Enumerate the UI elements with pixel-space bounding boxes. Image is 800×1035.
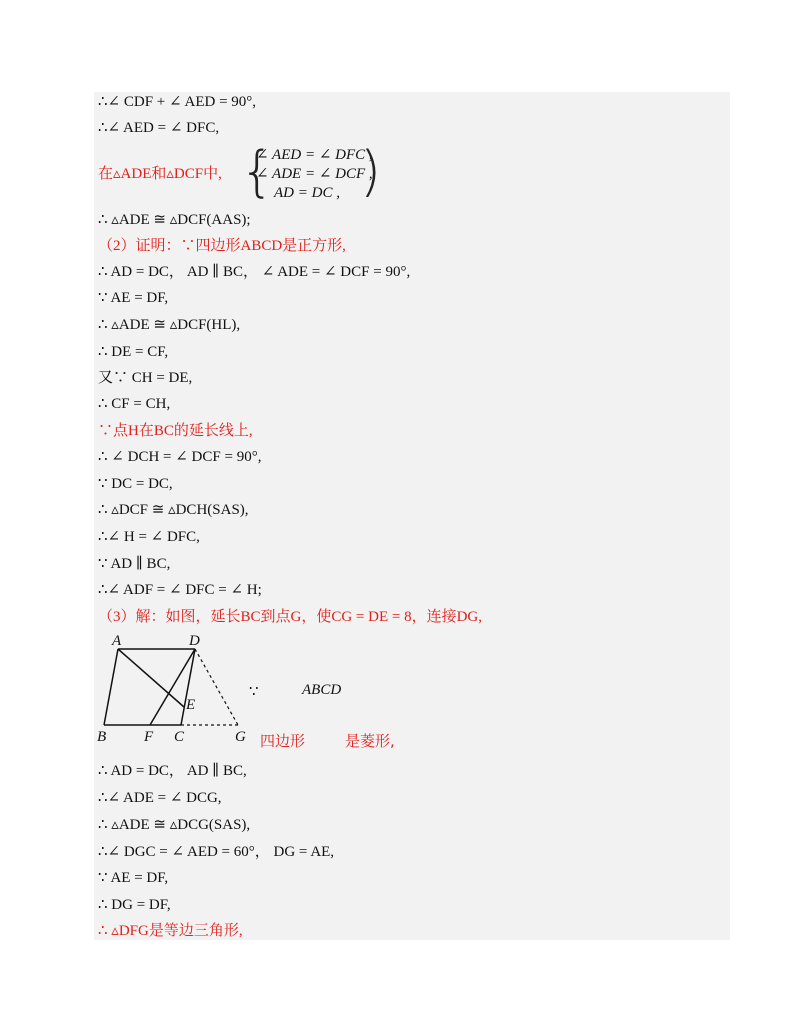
segment-ae (118, 649, 184, 707)
solution-line-13: ∴ ∠ DCH = ∠ DCF = 90°, (98, 449, 262, 465)
solution-line-16: ∴∠ H = ∠ DFC, (98, 529, 200, 545)
solution-line-11: ∴ CF = CH, (98, 396, 171, 412)
label-b: B (97, 729, 107, 745)
label-shilingxing: 是菱形, (345, 732, 395, 750)
solution-line-3-prefix: 在▵ADE和▵DCF中, (98, 166, 222, 182)
solution-line-21: ∴∠ ADE = ∠ DCG, (98, 790, 222, 806)
equation-system (240, 140, 382, 203)
quadrilateral-name: ABCD (302, 682, 342, 698)
solution-line-5: （2）证明：∵四边形ABCD是正方形, (98, 238, 346, 254)
right-brace-icon: ) (360, 140, 382, 203)
solution-line-24: ∵ AE = DF, (98, 870, 169, 886)
segment-dg-dashed (195, 649, 238, 725)
solution-line-17: ∵ AD ∥ BC, (98, 556, 171, 572)
solution-line-14: ∵ DC = DC, (98, 476, 173, 492)
because-symbol: ∵ (249, 684, 259, 700)
label-d: D (189, 633, 200, 649)
solution-line-23: ∴∠ DGC = ∠ AED = 60°， DG = AE, (98, 844, 335, 860)
label-e: E (186, 697, 196, 713)
label-f: F (144, 729, 154, 745)
system-row-1: ∠ AED = ∠ DFC , (256, 147, 373, 163)
left-brace-icon: { (240, 140, 275, 203)
label-sibianxing: 四边形 (260, 732, 306, 750)
solution-line-9: ∴ DE = CF, (98, 344, 169, 360)
solution-line-4: ∴ ▵ADE ≅ ▵DCF(AAS); (98, 212, 251, 228)
system-row-2: ∠ ADE = ∠ DCF , (256, 166, 373, 182)
label-a: A (112, 633, 122, 649)
solution-line-18: ∴∠ ADF = ∠ DFC = ∠ H; (98, 582, 262, 598)
solution-line-19: （3）解：如图，延长BC到点G，使CG = DE = 8，连接DG, (98, 609, 483, 625)
label-g: G (235, 729, 246, 745)
solution-line-7: ∵ AE = DF, (98, 290, 169, 306)
system-row-3: AD = DC , (274, 185, 340, 201)
label-c: C (174, 729, 185, 745)
solution-line-2: ∴∠ AED = ∠ DFC, (98, 120, 220, 136)
solution-line-15: ∴ ▵DCF ≅ ▵DCH(SAS), (98, 502, 249, 518)
segment-ab (104, 649, 118, 725)
solution-line-26: ∴ ▵DFG是等边三角形, (98, 923, 243, 939)
solution-line-22: ∴ ▵ADE ≅ ▵DCG(SAS), (98, 817, 251, 833)
solution-line-12: ∵点H在BC的延长线上, (98, 423, 253, 439)
solution-line-6: ∴ AD = DC， AD ∥ BC， ∠ ADE = ∠ DCF = 90°, (98, 264, 411, 280)
solution-line-20: ∴ AD = DC， AD ∥ BC, (98, 763, 247, 779)
solution-line-25: ∴ DG = DF, (98, 897, 171, 913)
solution-line-1: ∴∠ CDF + ∠ AED = 90°, (98, 94, 257, 110)
solution-line-10: 又∵ CH = DE, (98, 370, 193, 386)
solution-line-8: ∴ ▵ADE ≅ ▵DCF(HL), (98, 317, 241, 333)
geometry-figure (94, 632, 264, 746)
